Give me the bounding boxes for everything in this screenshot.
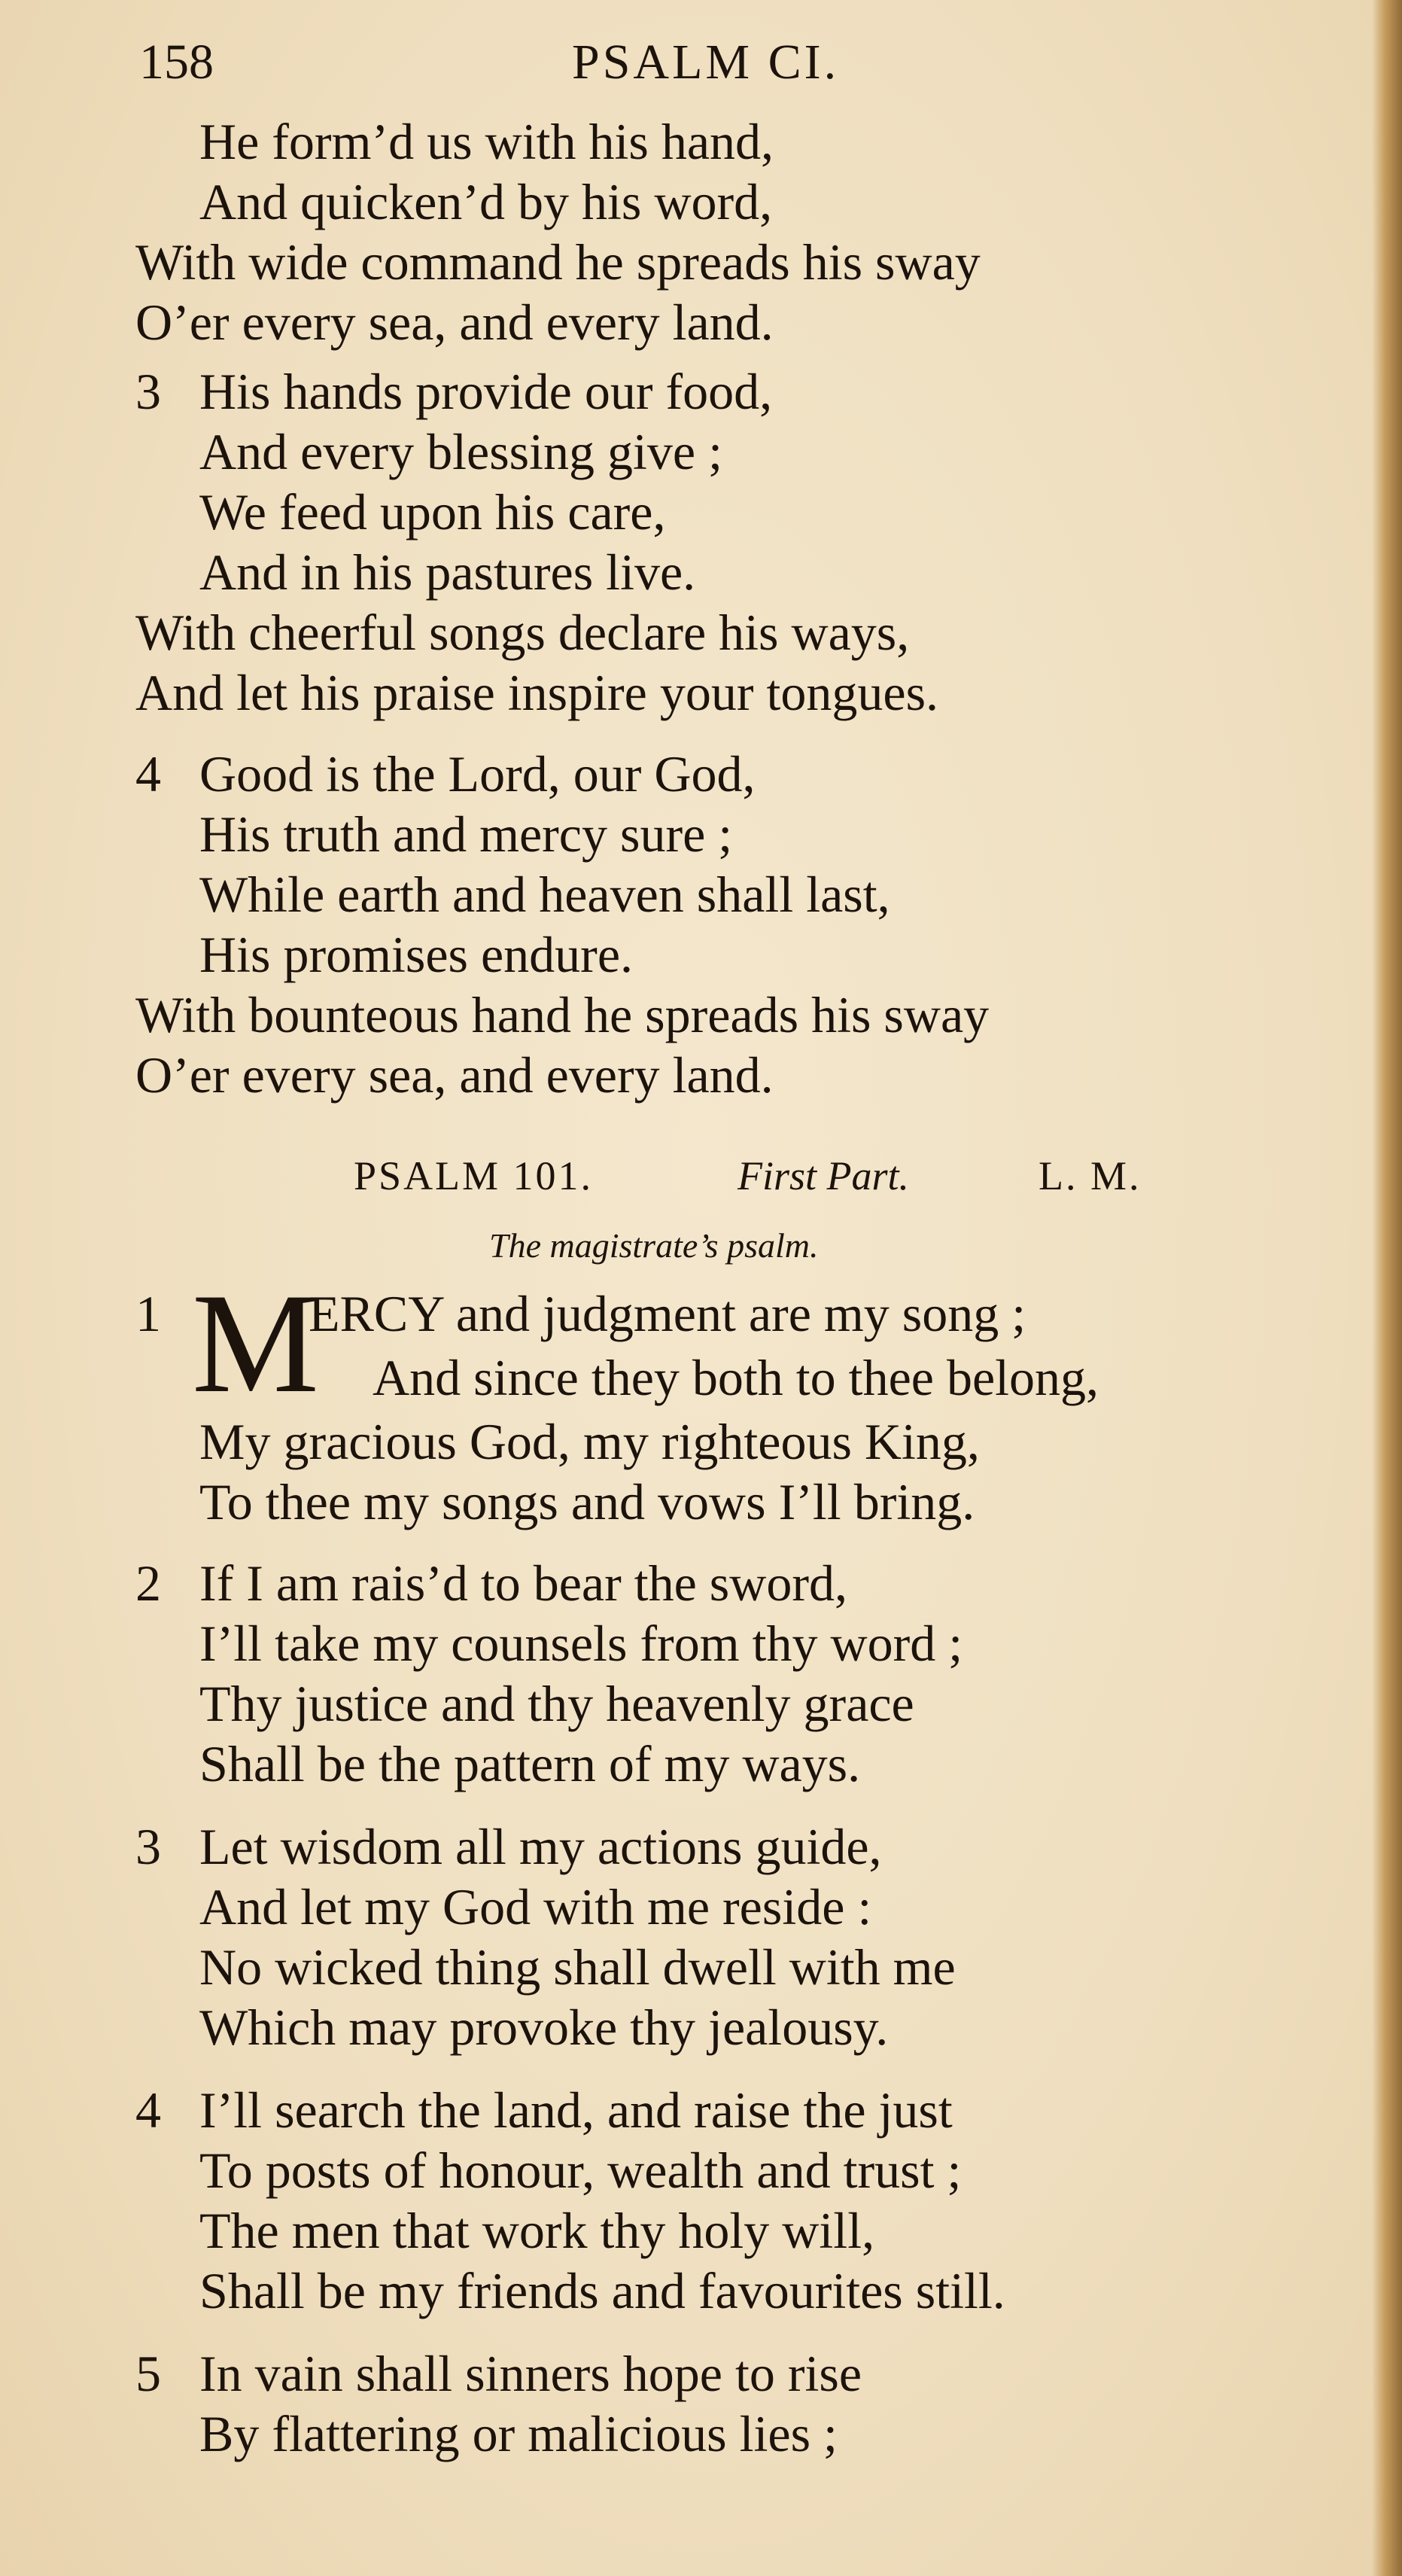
verse-line: With wide command he spreads his sway [135,233,981,291]
page-number: 158 [139,35,214,90]
psalm-part: First Part. [737,1153,910,1198]
verse-line: Shall be my friends and favourites still. [199,2262,1005,2319]
stanza-number: 2 [135,1554,161,1612]
page-edge [1372,0,1402,2576]
verse-line: Good is the Lord, our God, [199,745,756,802]
verse-line: No wicked thing shall dwell with me [199,1938,956,1996]
verse-line: ERCY and judgment are my song ; [309,1285,1026,1342]
verse-line: I’ll search the land, and raise the just [199,2081,953,2139]
verse-line: To posts of honour, wealth and trust ; [199,2142,962,2199]
verse-line: We feed upon his care, [199,483,666,540]
verse-line: And let my God with me reside : [199,1878,872,1935]
verse-line: In vain shall sinners hope to rise [199,2345,862,2402]
page-header [0,29,1402,96]
verse-line: And every blessing give ; [199,423,722,480]
verse-line: O’er every sea, and every land. [135,294,774,351]
psalm-meter: L. M. [1039,1153,1142,1198]
stanza-number: 3 [135,363,161,420]
verse-line: Let wisdom all my actions guide, [199,1818,882,1875]
verse-line: The men that work thy holy will, [199,2202,875,2259]
verse-line: His promises endure. [199,926,634,983]
verse-line: And quicken’d by his word, [199,173,773,230]
psalm-heading [0,1146,1402,1206]
verse-line: His hands provide our food, [199,363,773,420]
psalm-subtitle: The magistrate’s psalm. [489,1226,819,1265]
stanza-number: 5 [135,2345,161,2402]
verse-line: He form’d us with his hand, [199,113,774,170]
running-head: PSALM CI. [572,35,840,90]
verse-line: And let his praise inspire your tongues. [135,664,939,721]
verse-line: With bounteous hand he spreads his sway [135,986,990,1043]
verse-line: By flattering or malicious lies ; [199,2405,838,2462]
verse-line: I’ll take my counsels from thy word ; [199,1615,963,1672]
psalm-title: PSALM 101. [354,1153,594,1198]
stanza-number: 4 [135,745,161,802]
verse-line: O’er every sea, and every land. [135,1046,774,1104]
stanza-number: 1 [135,1285,161,1342]
verse-line: While earth and heaven shall last, [199,866,890,923]
verse-line: Shall be the pattern of my ways. [199,1735,861,1792]
verse-line: With cheerful songs declare his ways, [135,604,910,661]
verse-line: And in his pastures live. [199,544,696,601]
verse-line: If I am rais’d to bear the sword, [199,1554,848,1612]
drop-cap: M [192,1265,319,1423]
verse-line: My gracious God, my righteous King, [199,1413,980,1470]
stanza-number: 4 [135,2081,161,2139]
verse-line: And since they both to thee belong, [373,1349,1099,1406]
stanza-number: 3 [135,1818,161,1875]
verse-line: Thy justice and thy heavenly grace [199,1675,914,1732]
verse-line: To thee my songs and vows I’ll bring. [199,1473,975,1530]
verse-line: Which may provoke thy jealousy. [199,1999,889,2056]
verse-line: His truth and mercy sure ; [199,805,733,863]
